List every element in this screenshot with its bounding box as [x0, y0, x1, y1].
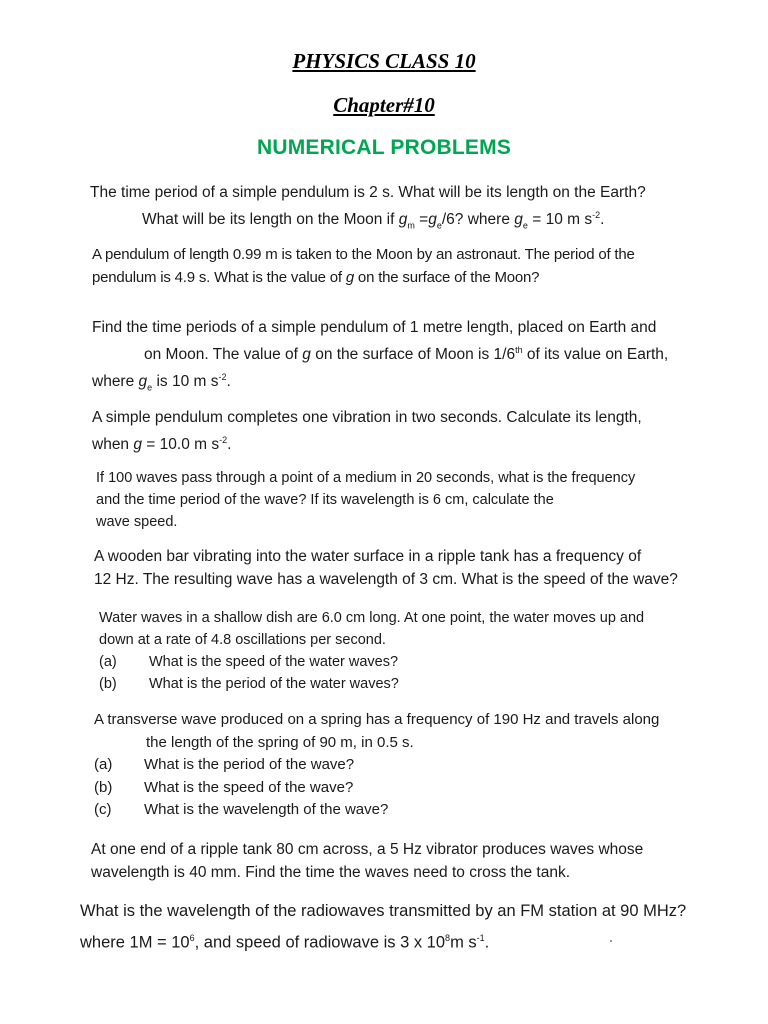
- problem-7-part-a: (a) What is the speed of the water waves?: [99, 654, 399, 670]
- problem-2: A pendulum of length 0.99 m is taken to the Moon by an astronaut. The period of the pendulum is 4.9 s. What is the value of g on the surface of the Moon?: [92, 246, 635, 286]
- problem-10: What is the wavelength of the radiowaves transmitted by an FM station at 90 MHz? where $1M = 10^6$, and speed of radiowave is 3 x $10^8m$ $s^{-1}$.: [80, 902, 687, 952]
- problem-4: A simple pendulum completes one vibration in two seconds. Calculate its length, when g = 10.0 m $s^{-2}$.: [92, 409, 642, 454]
- problem-6: A wooden bar vibrating into the water surface in a ripple tank has a frequency of 12 Hz. The resulting wave has a wavelength of 3 cm. What is the speed of the wave?: [94, 548, 678, 588]
- problem-7: Water waves in a shallow dish are 6.0 cm long. At one point, the water moves up and down at a rate of 4.8 oscillations per second. (a) What is the speed of the water waves? (b) What is the period of the water waves?: [99, 607, 644, 695]
- problem-1: The time period of a simple pendulum is 2 s. What will be its length on the Earth? What will be its length on the Moon if $g_m =g_e/6$? where $g_e = 10$ m $s^{-2}$.: [90, 184, 646, 231]
- problem-8-part-a: (a) What is the period of the wave?: [94, 756, 355, 773]
- problem-9: At one end of a ripple tank 80 cm across, a 5 Hz vibrator produces waves whose wavelength is 40 mm. Find the time the waves need to cross the tank.: [91, 841, 644, 881]
- problem-3: Find the time periods of a simple pendulum of 1 metre length, placed on Earth and on Moon. The value of g on the surface of Moon is 1/6th of its value on Earth, where $g_e$ is 10 m $s^{-2}$.: [92, 319, 669, 393]
- section-heading: NUMERICAL PROBLEMS: [256, 136, 512, 159]
- chapter-title: Chapter#10: [333, 93, 435, 117]
- problem-8-part-b: (b) What is the speed of the wave?: [94, 778, 354, 796]
- problem-5: If 100 waves pass through a point of a medium in 20 seconds, what is the frequency and the time period of the wave? If its wavelength is 6 cm, calculate the wave speed.: [96, 470, 636, 530]
- problem-8-part-c: (c) What is the wavelength of the wave?: [94, 801, 389, 818]
- problem-8: A transverse wave produced on a spring has a frequency of 190 Hz and travels along the length of the spring of 90 m, in 0.5 s. (a) What is the period of the wave? (b) What is the speed of the wave? (c) What is the wavelength of the wave?: [94, 709, 659, 822]
- page-title: PHYSICS CLASS 10: [292, 49, 476, 73]
- scan-speck: [610, 940, 612, 942]
- problem-7-part-b: (b) What is the period of the water waves?: [99, 676, 399, 692]
